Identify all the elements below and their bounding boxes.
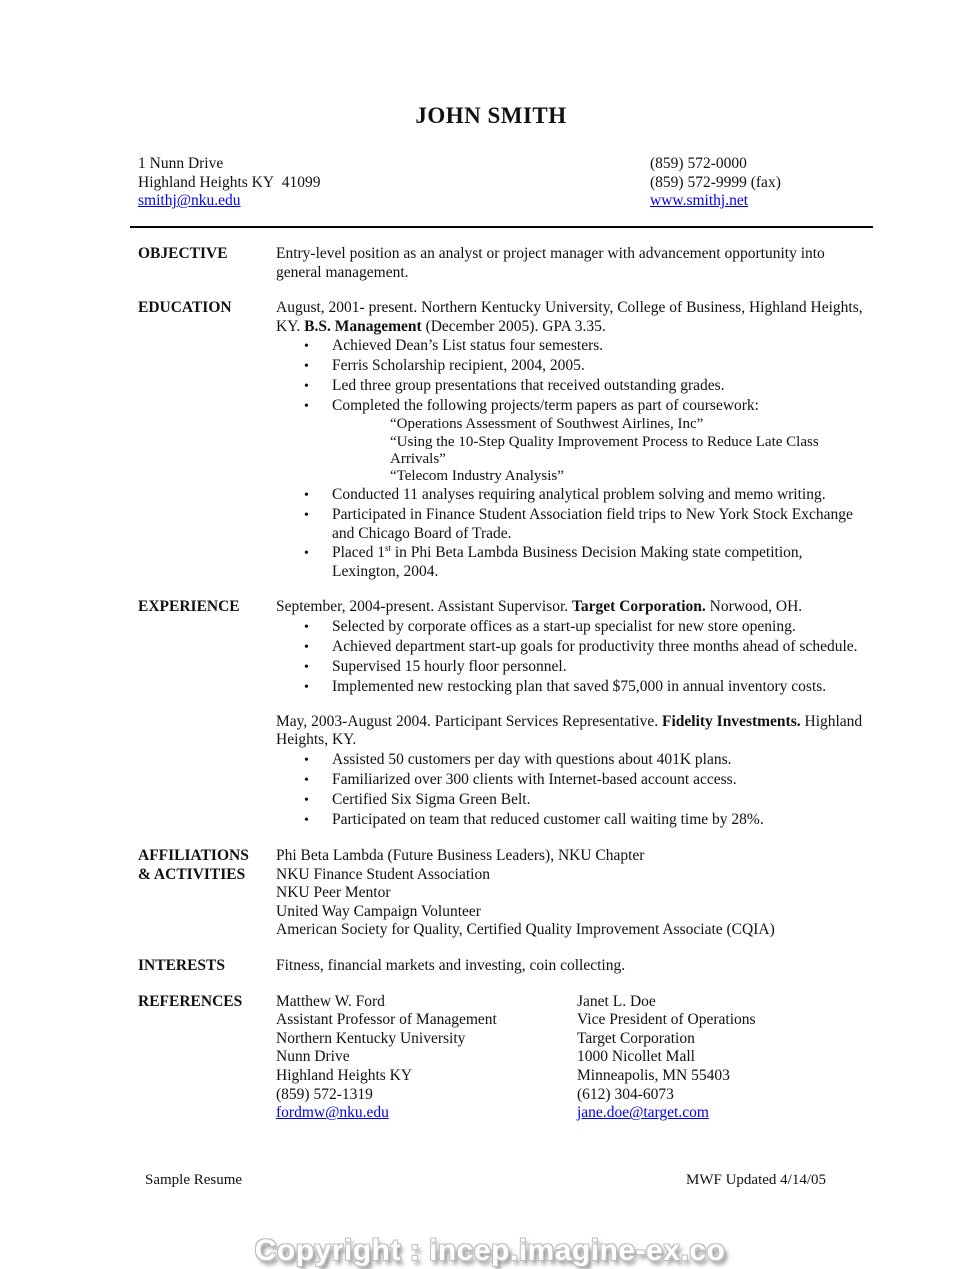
text-line: Highland Heights KY [276,1067,413,1085]
contact-phone [650,155,870,211]
bullet-text: Implemented new restocking plan that saved $75,000 in annual inventory costs. [332,677,827,695]
header-divider [130,226,873,228]
job-1 [276,598,870,697]
text-line: (859) 572-1319 [276,1085,373,1103]
bullet-text: Placed 1st in Phi Beta Lambda Business Decision Making state competition, Lexington, 2004. [332,543,803,581]
job-2-dates-role: May, 2003-August 2004. Participant Services Representative. [276,712,662,730]
bullet-item [276,657,870,677]
bullet-marker: • [304,339,309,355]
bullet-marker: • [304,639,309,655]
bullet-item [276,637,870,657]
interests-label: INTERESTS [138,957,226,975]
fax-number: (859) 572-9999 (fax) [650,173,781,191]
reference-2-email-link[interactable]: jane.doe@target.com [577,1104,709,1122]
address-line-2: Highland Heights KY 41099 [138,173,321,191]
website-link[interactable]: www.smithj.net [650,192,749,210]
address-line-1: 1 Nunn Drive [138,155,224,172]
education-summary [276,299,870,336]
section-experience [138,598,870,830]
email-link[interactable]: smithj@nku.edu [138,192,241,210]
contact-address [138,155,650,211]
education-summary-prefix: August, 2001- present. Northern Kentucky University, College of Business, Highland Heights, KY. [276,299,863,335]
text-line: United Way Campaign Volunteer [276,902,481,920]
text-line: (612) 304-6073 [577,1085,674,1103]
coursework-paper-title: “Telecom Industry Analysis” [390,468,564,485]
bullet-text: Ferris Scholarship recipient, 2004, 2005. [332,357,585,375]
affiliations-label [138,847,276,940]
bullet-marker: • [304,813,309,829]
job-1-summary [276,598,870,617]
job-2-summary [276,713,870,750]
bullet-text: Achieved department start-up goals for productivity three months ahead of schedule. [332,637,858,655]
text-line: NKU Peer Mentor [276,884,391,902]
text-line: Assistant Professor of Management [276,1011,497,1029]
text-line: Target Corporation [577,1029,695,1047]
reference-2-lines [577,993,870,1105]
reference-1-lines [276,993,577,1105]
bullet-marker: • [304,773,309,789]
contact-block [138,155,870,211]
bullet-text: Conducted 11 analyses requiring analytical problem solving and memo writing. [332,486,826,504]
bullet-item [276,617,870,637]
bullet-marker: • [304,488,309,504]
job-1-location: Norwood, OH. [705,598,803,616]
section-education [138,299,870,581]
ordinal-superscript: st [384,543,391,554]
bullet-text: Assisted 50 customers per day with questions about 401K plans. [332,751,732,769]
education-body [276,299,870,581]
section-objective [138,245,870,282]
job-1-company: Target Corporation. [572,598,706,616]
bullet-text: Familiarized over 300 clients with Internet-based account access. [332,771,737,789]
experience-label: EXPERIENCE [138,598,240,616]
job-1-bullet-list [276,617,870,697]
bullet-item [276,770,870,790]
text-line: 1000 Nicollet Mall [577,1048,695,1066]
affiliations-label-line1: AFFILIATIONS [138,847,249,865]
bullet-marker: • [304,753,309,769]
bullet-item [276,543,870,581]
bullet-marker: • [304,399,309,415]
text-line: Northern Kentucky University [276,1029,466,1047]
job-1-dates-role: September, 2004-present. Assistant Supervisor. [276,598,572,616]
bullet-item [276,336,870,356]
section-interests [138,957,870,976]
copyright-watermark: Copyright : incep.imagine-ex.co [254,1234,726,1267]
reference-2 [577,993,870,1123]
bullet-marker: • [304,793,309,809]
bullet-marker: • [304,619,309,635]
coursework-paper-title: “Operations Assessment of Southwest Airlines, Inc” [390,416,704,433]
objective-label: OBJECTIVE [138,245,228,263]
bullet-marker: • [304,659,309,675]
job-2-bullet-list [276,750,870,830]
coursework-paper-title: “Using the 10-Step Quality Improvement Process to Reduce Late Class Arrivals” [390,433,819,467]
text-line: Minneapolis, MN 55403 [577,1067,730,1085]
job-2 [276,713,870,830]
bullet-marker: • [304,379,309,395]
bullet-item [276,790,870,810]
footer-updated-date: MWF Updated 4/14/05 [686,1172,826,1188]
interests-text: Fitness, financial markets and investing, coin collecting. [276,957,626,975]
text-line: Matthew W. Ford [276,992,385,1010]
affiliations-list [276,847,870,940]
bullet-text: Supervised 15 hourly floor personnel. [332,657,567,675]
education-label: EDUCATION [138,299,232,317]
objective-text: Entry-level position as an analyst or project manager with advancement opportunity into general management. [276,245,825,281]
text-line: American Society for Quality, Certified Quality Improvement Associate (CQIA) [276,921,775,939]
bullet-text: Led three group presentations that received outstanding grades. [332,377,725,395]
footer-document-type: Sample Resume [145,1172,243,1188]
bullet-item [276,810,870,830]
section-affiliations [138,847,870,940]
bullet-text: Achieved Dean’s List status four semesters. [332,337,604,355]
reference-1-email-link[interactable]: fordmw@nku.edu [276,1104,389,1122]
text-line: Nunn Drive [276,1048,350,1066]
text-line: Janet L. Doe [577,992,656,1010]
bullet-item [276,376,870,396]
experience-body [276,598,870,830]
bullet-marker: • [304,508,309,524]
section-references [138,993,870,1123]
job-2-location: Highland Heights, KY. [276,712,863,749]
bullet-item [276,396,870,416]
text-line: NKU Finance Student Association [276,865,490,883]
bullet-marker: • [304,679,309,695]
page-title: JOHN SMITH [415,103,567,128]
bullet-item [276,505,870,543]
bullet-marker: • [304,359,309,375]
phone-number: (859) 572-0000 [650,155,747,172]
references-label: REFERENCES [138,992,243,1010]
affiliations-label-line2: & ACTIVITIES [138,865,246,883]
text-line: Vice President of Operations [577,1011,756,1029]
bullet-text: Selected by corporate offices as a start-up specialist for new store opening. [332,617,796,635]
bullet-text: Completed the following projects/term papers as part of coursework: [332,397,759,415]
education-bullet-list [276,336,870,581]
bullet-item [276,750,870,770]
text-line: Phi Beta Lambda (Future Business Leaders), NKU Chapter [276,847,645,865]
bullet-item [276,677,870,697]
bullet-item [276,356,870,376]
bullet-item [276,485,870,505]
bullet-text: Participated on team that reduced customer call waiting time by 28%. [332,811,764,829]
job-2-company: Fidelity Investments. [661,712,801,730]
education-degree: B.S. Management [304,317,422,335]
bullet-text: Participated in Finance Student Association field trips to New York Stock Exchange and Chicago Board of Trade. [332,506,853,543]
bullet-text: Certified Six Sigma Green Belt. [332,791,531,809]
references-body [276,993,870,1123]
education-summary-suffix: (December 2005). GPA 3.35. [421,317,606,335]
reference-1 [276,993,577,1123]
bullet-marker: • [304,546,309,562]
